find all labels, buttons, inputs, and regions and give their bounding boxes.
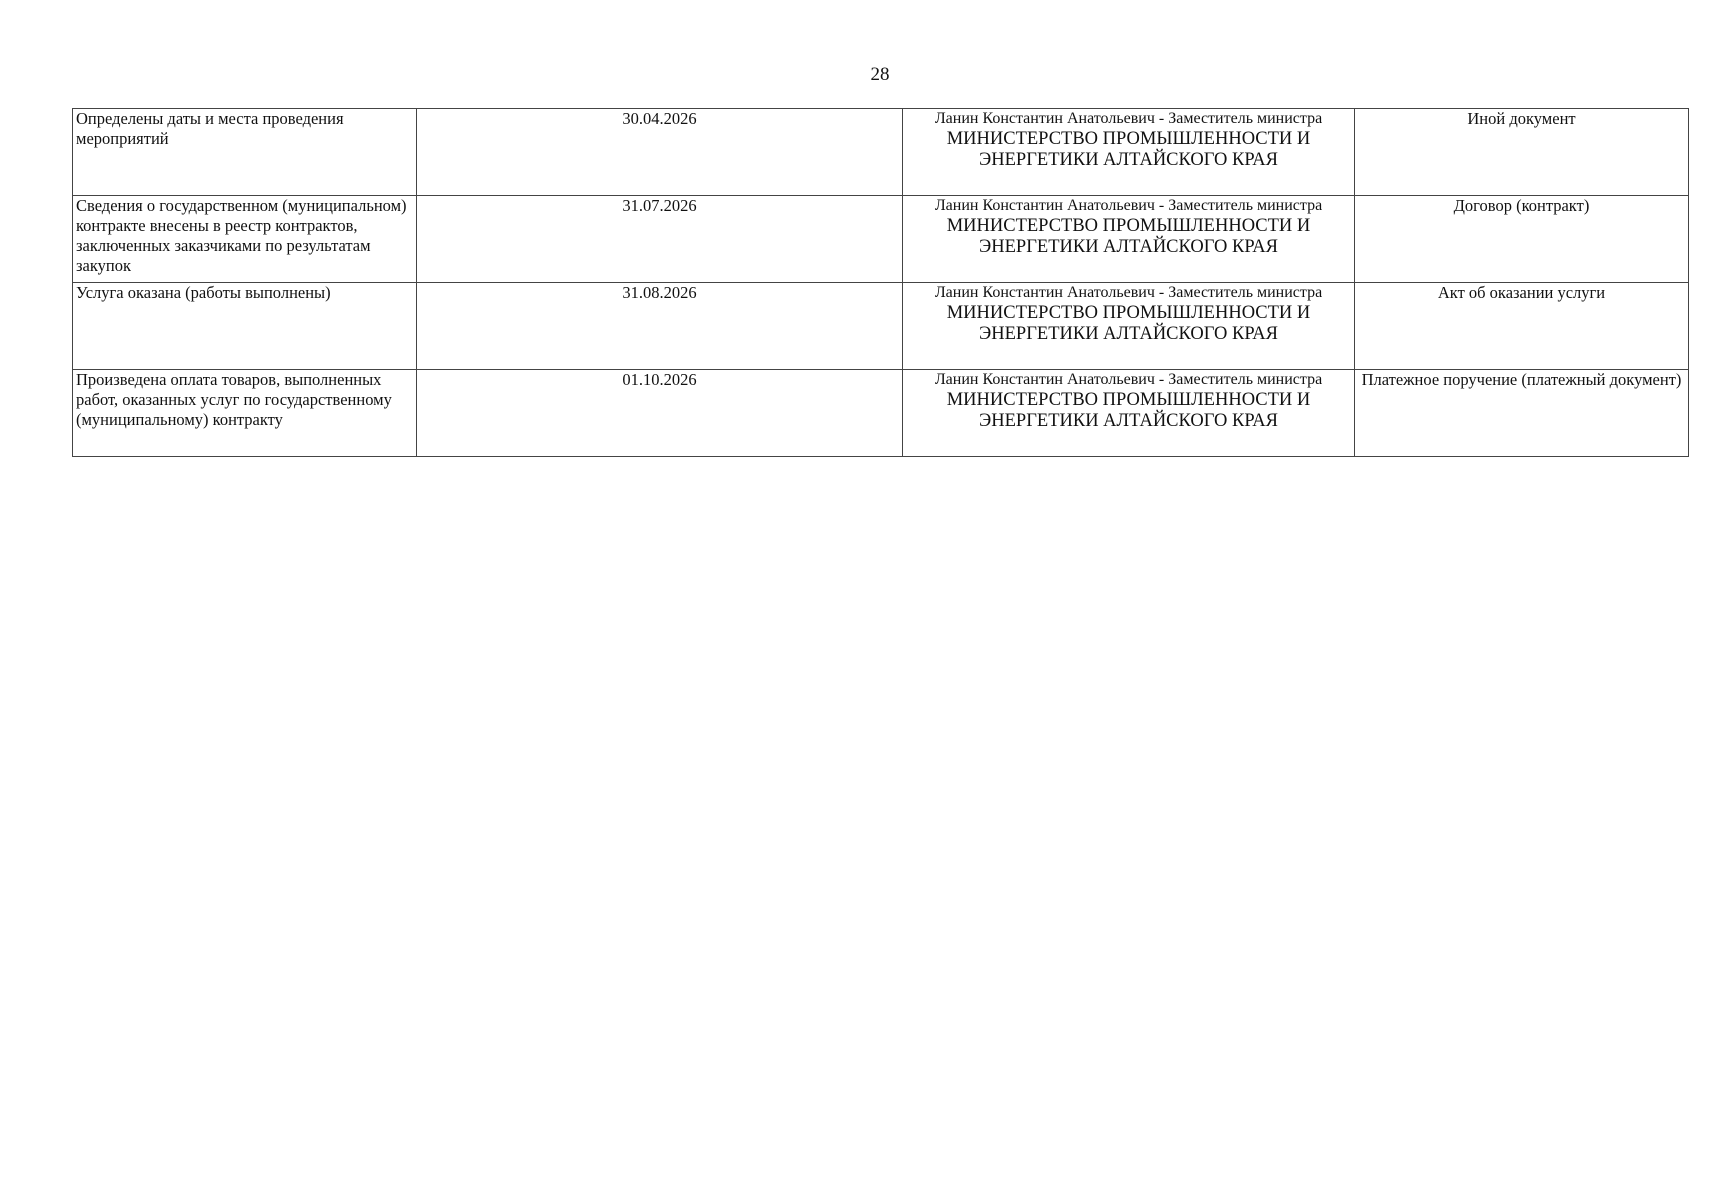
responsible-cell — [903, 109, 1355, 196]
date-cell: 31.08.2026 — [417, 283, 903, 370]
table-row — [73, 196, 1689, 283]
responsible-cell — [903, 283, 1355, 370]
date-cell: 31.07.2026 — [417, 196, 903, 283]
page-number: 28 — [870, 64, 890, 85]
document-type-cell: Акт об оказании услуги — [1355, 283, 1689, 370]
table-row — [73, 283, 1689, 370]
document-type-cell: Иной документ — [1355, 109, 1689, 196]
responsible-organization: МИНИСТЕРСТВО ПРОМЫШЛЕННОСТИ И ЭНЕРГЕТИКИ АЛТАЙСКОГО КРАЯ — [946, 303, 1311, 344]
responsible-organization: МИНИСТЕРСТВО ПРОМЫШЛЕННОСТИ И ЭНЕРГЕТИКИ АЛТАЙСКОГО КРАЯ — [946, 129, 1311, 170]
responsible-cell — [903, 370, 1355, 457]
document-type-cell: Платежное поручение (платежный документ) — [1355, 370, 1689, 457]
responsible-organization: МИНИСТЕРСТВО ПРОМЫШЛЕННОСТИ И ЭНЕРГЕТИКИ АЛТАЙСКОГО КРАЯ — [946, 216, 1311, 257]
table-row — [73, 370, 1689, 457]
event-cell: Услуга оказана (работы выполнены) — [73, 283, 417, 370]
responsible-person: Ланин Константин Анатольевич - Заместитель министра — [934, 110, 1323, 127]
event-cell: Произведена оплата товаров, выполненных работ, оказанных услуг по государственному (муниципальному) контракту — [73, 370, 417, 457]
event-cell: Сведения о государственном (муниципальном) контракте внесены в реестр контрактов, заключенных заказчиками по результатам закупок — [73, 196, 417, 283]
events-table — [72, 108, 1689, 457]
document-type-cell: Договор (контракт) — [1355, 196, 1689, 283]
responsible-person: Ланин Константин Анатольевич - Заместитель министра — [934, 197, 1323, 214]
table-row — [73, 109, 1689, 196]
responsible-person: Ланин Константин Анатольевич - Заместитель министра — [934, 371, 1323, 388]
responsible-cell — [903, 196, 1355, 283]
event-cell: Определены даты и места проведения мероприятий — [73, 109, 417, 196]
date-cell: 01.10.2026 — [417, 370, 903, 457]
responsible-person: Ланин Константин Анатольевич - Заместитель министра — [934, 284, 1323, 301]
responsible-organization: МИНИСТЕРСТВО ПРОМЫШЛЕННОСТИ И ЭНЕРГЕТИКИ АЛТАЙСКОГО КРАЯ — [946, 390, 1311, 431]
date-cell: 30.04.2026 — [417, 109, 903, 196]
